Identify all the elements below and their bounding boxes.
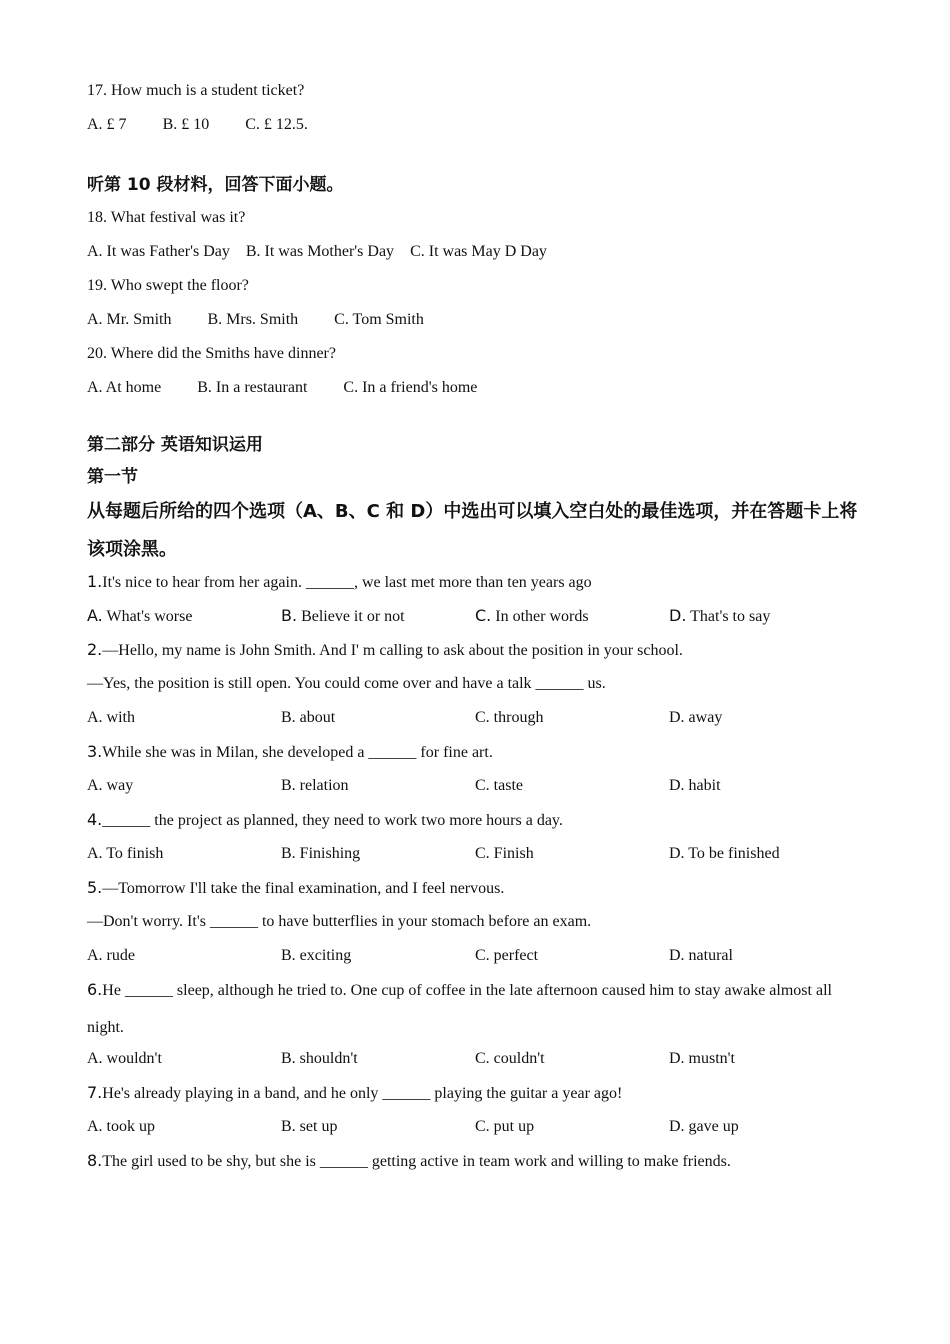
option: D. To be finished: [669, 845, 780, 862]
question-20: 20. Where did the Smiths have dinner?: [87, 345, 336, 362]
question-4: 4.______ the project as planned, they need to work two more hours a day.: [87, 810, 563, 829]
part2-instruction: 从每题后所给的四个选项（A、B、C 和 D）中选出可以填入空白处的最佳选项，并在答题卡上将该项涂黑。: [87, 501, 858, 560]
question-5-line2: —Don't worry. It's ______ to have butterflies in your stomach before an exam.: [87, 913, 592, 930]
option: A. with: [87, 709, 135, 726]
question-19-options: [87, 307, 867, 341]
option: B. £ 10: [162, 116, 210, 133]
option: A. rude: [87, 947, 135, 964]
option: B. about: [281, 709, 336, 726]
option: C. Finish: [475, 845, 534, 862]
question-7: 7.He's already playing in a band, and he only ______ playing the guitar a year ago!: [87, 1083, 623, 1102]
option: D. gave up: [669, 1118, 739, 1135]
option: A. £ 7: [87, 116, 127, 133]
option: D. That's to say: [669, 606, 771, 625]
option: D. away: [669, 709, 723, 726]
question-1: 1.It's nice to hear from her again. ______, we last met more than ten years ago: [87, 572, 592, 591]
option: C. couldn't: [475, 1050, 545, 1067]
option: C. taste: [475, 777, 523, 794]
option: C. In other words: [475, 606, 589, 625]
option: B. exciting: [281, 947, 352, 964]
option: B. shouldn't: [281, 1050, 358, 1067]
option: A. What's worse: [87, 606, 193, 625]
part2-title: 第二部分 英语知识运用: [87, 435, 263, 455]
question-8: 8.The girl used to be shy, but she is ______ getting active in team work and willing to make friends.: [87, 1151, 731, 1170]
question-3-options: [87, 773, 867, 807]
question-18: 18. What festival was it?: [87, 209, 246, 226]
option: D. natural: [669, 947, 733, 964]
option: B. Mrs. Smith: [207, 311, 299, 328]
option: C. put up: [475, 1118, 535, 1135]
option: B. set up: [281, 1118, 338, 1135]
option: B. Finishing: [281, 845, 361, 862]
option: D. habit: [669, 777, 721, 794]
question-19: 19. Who swept the floor?: [87, 277, 249, 294]
option: C. In a friend's home: [343, 379, 478, 396]
question-4-options: [87, 841, 867, 875]
document-page: [87, 78, 867, 1182]
question-5: 5.—Tomorrow I'll take the final examination, and I feel nervous.: [87, 878, 505, 897]
option: C. £ 12.5.: [245, 116, 308, 133]
question-1-options: [87, 603, 867, 637]
question-2-line2: —Yes, the position is still open. You could come over and have a talk ______ us.: [87, 675, 606, 692]
section-heading-10: 听第 10 段材料，回答下面小题。: [87, 175, 344, 195]
option: A. wouldn't: [87, 1050, 162, 1067]
question-6-options: [87, 1046, 867, 1080]
option: D. mustn't: [669, 1050, 735, 1067]
option: A. Mr. Smith: [87, 311, 172, 328]
option: A. It was Father's Day: [87, 243, 230, 260]
option: B. relation: [281, 777, 349, 794]
option: B. It was Mother's Day: [245, 243, 395, 260]
question-17: 17. How much is a student ticket?: [87, 82, 305, 99]
question-2-options: [87, 705, 867, 739]
option: C. Tom Smith: [334, 311, 424, 328]
option: C. perfect: [475, 947, 539, 964]
question-17-options: [87, 112, 867, 146]
option: C. It was May D Day: [410, 243, 547, 260]
question-2: 2.—Hello, my name is John Smith. And I' m calling to ask about the position in your school.: [87, 640, 683, 659]
option: C. through: [475, 709, 544, 726]
part2-section: 第一节: [87, 467, 138, 487]
option: B. In a restaurant: [197, 379, 308, 396]
question-18-options: [87, 239, 867, 273]
option: A. At home: [87, 379, 162, 396]
option: B. Believe it or not: [281, 606, 405, 625]
option: A. To finish: [87, 845, 164, 862]
option: A. took up: [87, 1118, 155, 1135]
question-6: 6.He ______ sleep, although he tried to. One cup of coffee in the late afternoon caused him to stay awake almost all night.: [87, 980, 832, 1036]
option: A. way: [87, 777, 134, 794]
question-3: 3.While she was in Milan, she developed a ______ for fine art.: [87, 742, 493, 761]
question-7-options: [87, 1114, 867, 1148]
question-20-options: [87, 375, 867, 409]
